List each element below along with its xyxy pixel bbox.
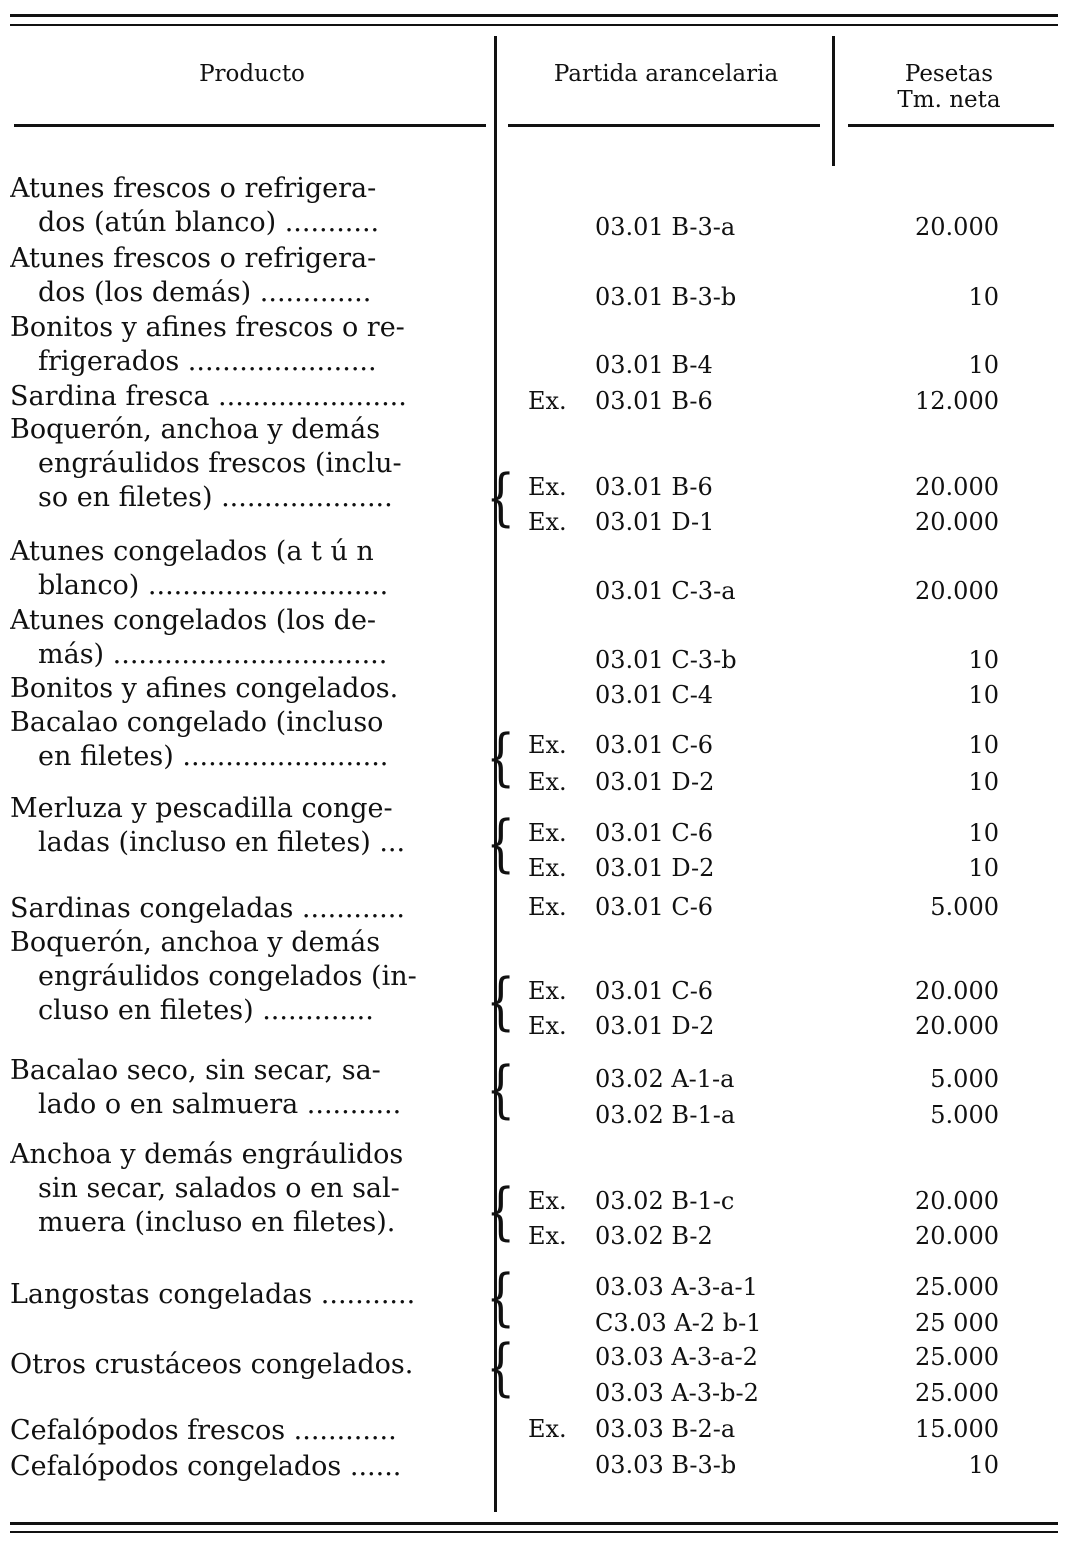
tariff-code: 03.01 D-2 xyxy=(595,768,715,796)
price-value: 10 xyxy=(968,854,999,882)
tariff-code: 03.01 B-3-b xyxy=(595,283,737,311)
price-value: 5.000 xyxy=(930,1065,999,1093)
brace-symbol: { xyxy=(486,1174,516,1248)
price-value: 10 xyxy=(968,768,999,796)
tariff-code: 03.01 C-6 xyxy=(595,977,714,1005)
product-line: Atunes frescos o refrigera- xyxy=(10,243,377,274)
product-line: Cefalópodos congelados ...... xyxy=(10,1451,402,1482)
tariff-code: 03.01 C-4 xyxy=(595,681,714,709)
price-value: 25 000 xyxy=(915,1309,999,1337)
product-line: Atunes congelados (a t ú n xyxy=(10,536,374,567)
ex-marker: Ex. xyxy=(528,893,567,921)
price-value: 20.000 xyxy=(915,508,999,536)
price-value: 20.000 xyxy=(915,213,999,241)
tariff-code: 03.03 A-3-a-2 xyxy=(595,1343,758,1371)
tariff-code: 03.01 B-3-a xyxy=(595,213,736,241)
product-line: en filetes) ........................ xyxy=(38,741,389,772)
ex-marker: Ex. xyxy=(528,768,567,796)
ex-marker: Ex. xyxy=(528,819,567,847)
brace-symbol: { xyxy=(486,964,516,1038)
product-line: más) ................................ xyxy=(38,639,388,670)
product-line: cluso en filetes) ............. xyxy=(38,995,374,1026)
product-line: Boquerón, anchoa y demás xyxy=(10,927,381,958)
bottom-rule-2 xyxy=(10,1531,1058,1533)
product-line: so en filetes) .................... xyxy=(38,482,393,513)
product-line: muera (incluso en filetes). xyxy=(38,1207,396,1238)
price-value: 20.000 xyxy=(915,977,999,1005)
header-price-line1: Pesetas xyxy=(904,61,994,87)
ex-marker: Ex. xyxy=(528,1187,567,1215)
header-underline-tariff xyxy=(508,124,820,127)
tariff-code: 03.01 B-6 xyxy=(595,473,713,501)
tariff-code: C3.03 A-2 b-1 xyxy=(595,1309,762,1337)
tariff-code: 03.02 B-1-c xyxy=(595,1187,735,1215)
product-line: Atunes frescos o refrigera- xyxy=(10,173,377,204)
product-line: Boquerón, anchoa y demás xyxy=(10,414,381,445)
product-line: Atunes congelados (los de- xyxy=(10,605,377,636)
price-value: 10 xyxy=(968,731,999,759)
tariff-code: 03.01 C-6 xyxy=(595,819,714,847)
tariff-code: 03.03 A-3-b-2 xyxy=(595,1379,759,1407)
price-value: 20.000 xyxy=(915,577,999,605)
header-price-line2: Tm. neta xyxy=(897,87,1001,113)
ex-marker: Ex. xyxy=(528,387,567,415)
product-line: Anchoa y demás engráulidos xyxy=(10,1139,404,1170)
brace-symbol: { xyxy=(486,720,516,794)
price-value: 10 xyxy=(968,681,999,709)
ex-marker: Ex. xyxy=(528,508,567,536)
product-line: Bonitos y afines frescos o re- xyxy=(10,312,405,343)
price-value: 12.000 xyxy=(915,387,999,415)
tariff-code: 03.02 B-2 xyxy=(595,1222,713,1250)
price-value: 20.000 xyxy=(915,1187,999,1215)
product-line: engráulidos congelados (in- xyxy=(38,961,417,992)
price-value: 10 xyxy=(968,646,999,674)
price-value: 25.000 xyxy=(915,1379,999,1407)
product-line: Langostas congeladas ........... xyxy=(10,1279,416,1310)
price-value: 20.000 xyxy=(915,473,999,501)
column-separator-2 xyxy=(832,36,835,166)
product-line: Sardinas congeladas ............ xyxy=(10,893,405,924)
price-value: 5.000 xyxy=(930,893,999,921)
product-line: dos (atún blanco) ........... xyxy=(38,207,380,238)
header-underline-price xyxy=(848,124,1054,127)
tariff-code: 03.02 B-1-a xyxy=(595,1101,736,1129)
product-line: sin secar, salados o en sal- xyxy=(38,1173,400,1204)
price-value: 25.000 xyxy=(915,1273,999,1301)
product-line: ladas (incluso en filetes) ... xyxy=(38,827,406,858)
product-line: Bacalao congelado (incluso xyxy=(10,707,384,738)
tariff-code: 03.01 D-2 xyxy=(595,1012,715,1040)
tariff-code: 03.01 D-2 xyxy=(595,854,715,882)
price-value: 10 xyxy=(968,819,999,847)
ex-marker: Ex. xyxy=(528,1222,567,1250)
ex-marker: Ex. xyxy=(528,977,567,1005)
bottom-rule-1 xyxy=(10,1522,1058,1525)
tariff-code: 03.01 C-6 xyxy=(595,731,714,759)
price-value: 25.000 xyxy=(915,1343,999,1371)
price-value: 10 xyxy=(968,351,999,379)
header-tariff: Partida arancelaria xyxy=(553,61,779,87)
ex-marker: Ex. xyxy=(528,1415,567,1443)
product-line: frigerados ...................... xyxy=(38,346,377,377)
product-line: Bonitos y afines congelados. xyxy=(10,673,399,704)
price-value: 20.000 xyxy=(915,1222,999,1250)
brace-symbol: { xyxy=(486,1260,516,1334)
product-line: Cefalópodos frescos ............ xyxy=(10,1415,397,1446)
product-line: Otros crustáceos congelados. xyxy=(10,1349,414,1380)
brace-symbol: { xyxy=(486,1330,516,1404)
price-value: 10 xyxy=(968,1451,999,1479)
tariff-code: 03.03 A-3-a-1 xyxy=(595,1273,758,1301)
ex-marker: Ex. xyxy=(528,1012,567,1040)
tariff-code: 03.03 B-3-b xyxy=(595,1451,737,1479)
tariff-code: 03.01 C-6 xyxy=(595,893,714,921)
price-value: 5.000 xyxy=(930,1101,999,1129)
tariff-code: 03.01 B-4 xyxy=(595,351,713,379)
tariff-code: 03.01 C-3-a xyxy=(595,577,736,605)
tariff-code: 03.01 D-1 xyxy=(595,508,715,536)
tariff-code: 03.02 A-1-a xyxy=(595,1065,735,1093)
header-product: Producto xyxy=(199,61,305,87)
ex-marker: Ex. xyxy=(528,731,567,759)
product-line: blanco) ............................ xyxy=(38,570,389,601)
brace-symbol: { xyxy=(486,460,516,534)
product-line: Merluza y pescadilla conge- xyxy=(10,793,393,824)
brace-symbol: { xyxy=(486,1052,516,1126)
ex-marker: Ex. xyxy=(528,854,567,882)
tariff-code: 03.01 C-3-b xyxy=(595,646,737,674)
product-line: engráulidos frescos (inclu- xyxy=(38,448,402,479)
price-value: 15.000 xyxy=(915,1415,999,1443)
top-rule-2 xyxy=(10,24,1058,26)
top-rule-1 xyxy=(10,14,1058,17)
product-line: dos (los demás) ............. xyxy=(38,277,372,308)
header-underline-product xyxy=(14,124,486,127)
brace-symbol: { xyxy=(486,806,516,880)
price-value: 10 xyxy=(968,283,999,311)
product-line: Bacalao seco, sin secar, sa- xyxy=(10,1055,381,1086)
price-value: 20.000 xyxy=(915,1012,999,1040)
product-line: lado o en salmuera ........... xyxy=(38,1089,402,1120)
tariff-code: 03.03 B-2-a xyxy=(595,1415,736,1443)
ex-marker: Ex. xyxy=(528,473,567,501)
tariff-code: 03.01 B-6 xyxy=(595,387,713,415)
product-line: Sardina fresca ...................... xyxy=(10,381,407,412)
